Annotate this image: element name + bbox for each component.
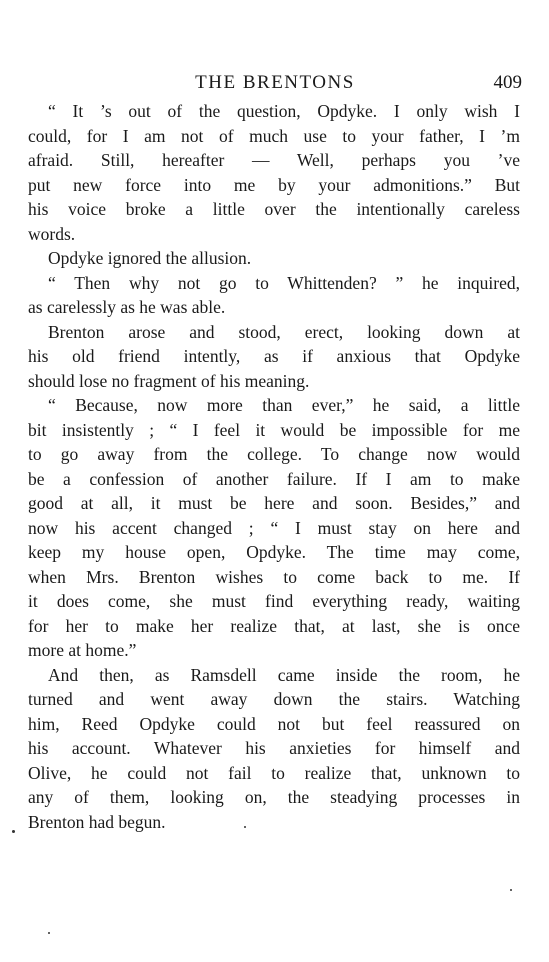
scan-speck [12, 830, 15, 833]
scan-speck [510, 889, 512, 891]
running-title: THE BRENTONS [195, 72, 355, 93]
text-line: Olive, he could not fail to realize that, unknown to [28, 762, 520, 783]
text-line: more at home.” [28, 640, 137, 660]
text-line: keep my house open, Opdyke. The time may come, [28, 542, 520, 562]
text-line: to go away from the college. To change now would [28, 444, 520, 464]
text-line: his account. Whatever his anxieties for himself and [28, 738, 520, 758]
text-line: Brenton arose and stood, erect, looking down at [48, 321, 520, 342]
scan-speck [244, 826, 246, 828]
text-line: his old friend intently, as if anxious that Opdyke [28, 346, 520, 366]
running-head [28, 72, 522, 96]
text-line: “ Because, now more than ever,” he said, a little [48, 395, 520, 415]
paragraph [28, 320, 520, 394]
text-line: him, Reed Opdyke could not but feel reassured on [28, 713, 520, 734]
text-line: be a confession of another failure. If I am to make [28, 468, 520, 489]
text-line: bit insistently ; “ I feel it would be impossible for me [28, 419, 520, 440]
paragraph [28, 99, 520, 246]
body-text [28, 99, 520, 834]
text-line: words. [28, 223, 76, 244]
paragraph [28, 663, 520, 835]
text-line: “ Then why not go to Whittenden? ” he inquired, [48, 272, 520, 293]
text-line: Opdyke ignored the allusion. [48, 248, 252, 268]
text-line: his voice broke a little over the intentionally careless [28, 199, 520, 219]
paragraph [28, 246, 520, 271]
text-line: And then, as Ramsdell came inside the room, he [48, 664, 520, 685]
text-line: as carelessly as he was able. [28, 297, 226, 317]
text-line: good at all, it must be here and soon. Besides,” and [28, 493, 520, 513]
text-line: “ It ’s out of the question, Opdyke. I only wish I [48, 101, 520, 121]
text-line: should lose no fragment of his meaning. [28, 370, 310, 391]
text-line: afraid. Still, hereafter — Well, perhaps you ’ve [28, 150, 520, 170]
text-line: Brenton had begun. [28, 811, 166, 832]
paragraph [28, 271, 520, 320]
text-line: could, for I am not of much use to your father, I ’m [28, 125, 520, 146]
text-line: when Mrs. Brenton wishes to come back to me. If [28, 566, 520, 587]
text-line: turned and went away down the stairs. Watching [28, 689, 520, 709]
scan-speck [48, 932, 50, 934]
text-line: any of them, looking on, the steadying processes in [28, 787, 520, 807]
text-line: put new force into me by your admonitions.” But [28, 174, 520, 195]
text-line: for her to make her realize that, at last, she is once [28, 615, 520, 636]
paragraph [28, 393, 520, 663]
page-number: 409 [493, 72, 522, 93]
text-line: it does come, she must find everything ready, waiting [28, 591, 520, 611]
text-line: now his accent changed ; “ I must stay on here and [28, 517, 520, 538]
